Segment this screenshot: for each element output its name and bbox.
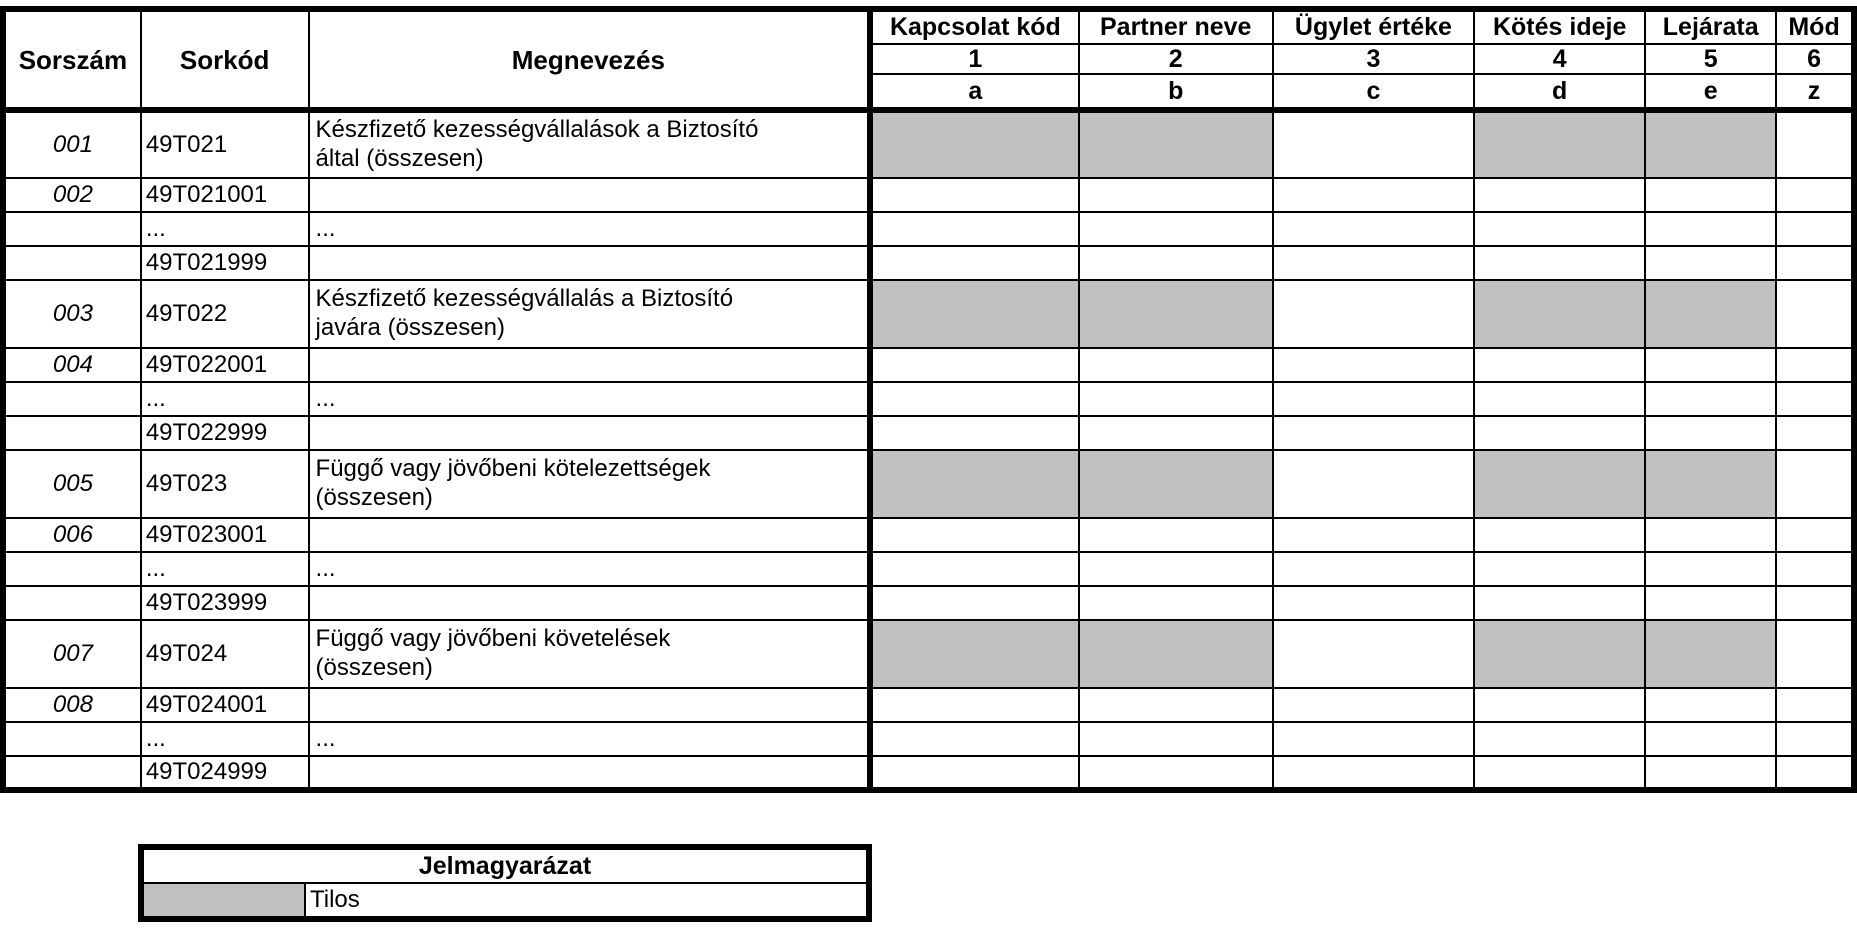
row-megnevezes — [309, 382, 871, 416]
data-cell — [1079, 348, 1273, 382]
data-cell — [870, 212, 1078, 246]
data-cell — [870, 518, 1078, 552]
row-sorkod: 49T022001 — [141, 348, 309, 382]
header-col-6-number: 6 — [1776, 44, 1854, 74]
header-col-6-letter: z — [1776, 74, 1854, 110]
row-megnevezes-line-1: Függő vagy jövőbeni követelések — [315, 625, 671, 653]
header-col-6-title: Mód — [1776, 9, 1854, 44]
header-sorkod: Sorkód — [141, 9, 309, 110]
header-megnevezes: Megnevezés — [309, 9, 871, 110]
row-megnevezes — [309, 212, 871, 246]
data-cell — [1474, 212, 1645, 246]
row-sorkod: 49T021 — [141, 110, 309, 178]
row-sorszam: 008 — [3, 688, 141, 722]
data-cell — [870, 382, 1078, 416]
data-table — [0, 6, 1857, 793]
data-cell — [1645, 348, 1776, 382]
row-megnevezes — [309, 450, 871, 518]
row-megnevezes — [309, 178, 871, 212]
table-row — [3, 212, 1854, 246]
data-cell — [1776, 688, 1854, 722]
forbidden-cell — [1474, 110, 1645, 178]
row-megnevezes-line-1: ... — [315, 214, 336, 242]
forbidden-cell — [1474, 280, 1645, 348]
data-cell — [1273, 246, 1474, 280]
row-megnevezes-line-2: (összesen) — [315, 484, 433, 511]
data-cell — [1273, 212, 1474, 246]
row-megnevezes — [309, 722, 871, 756]
data-cell — [1474, 178, 1645, 212]
data-cell — [1776, 348, 1854, 382]
forbidden-cell — [1645, 110, 1776, 178]
row-megnevezes-line-2: (összesen) — [315, 654, 433, 681]
row-sorszam — [3, 722, 141, 756]
table-row — [3, 620, 1854, 688]
row-megnevezes-line-1: ... — [315, 724, 336, 752]
data-cell — [1776, 416, 1854, 450]
table-row — [3, 382, 1854, 416]
data-cell — [1079, 552, 1273, 586]
row-megnevezes-line-1: Készfizető kezességvállalások a Biztosító — [315, 116, 759, 144]
table-row — [3, 178, 1854, 212]
header-col-2-title: Partner neve — [1079, 9, 1273, 44]
data-cell — [870, 348, 1078, 382]
forbidden-cell — [1645, 620, 1776, 688]
row-megnevezes — [309, 518, 871, 552]
row-sorkod: 49T022 — [141, 280, 309, 348]
data-cell — [1273, 416, 1474, 450]
row-sorszam — [3, 212, 141, 246]
data-cell — [870, 586, 1078, 620]
header-col-3-title: Ügylet értéke — [1273, 9, 1474, 44]
row-sorszam: 006 — [3, 518, 141, 552]
header-col-4-number: 4 — [1474, 44, 1645, 74]
table-row — [3, 552, 1854, 586]
data-cell — [1776, 110, 1854, 178]
table-row — [3, 450, 1854, 518]
header-col-1-number: 1 — [870, 44, 1078, 74]
data-cell — [1273, 756, 1474, 790]
forbidden-cell — [1079, 620, 1273, 688]
row-megnevezes — [309, 756, 871, 790]
data-cell — [1079, 722, 1273, 756]
data-cell — [1079, 518, 1273, 552]
row-sorkod: 49T023001 — [141, 518, 309, 552]
row-megnevezes — [309, 280, 871, 348]
data-cell — [1645, 586, 1776, 620]
header-col-4-title: Kötés ideje — [1474, 9, 1645, 44]
row-megnevezes-line-1: Készfizető kezességvállalás a Biztosító — [315, 285, 734, 313]
row-sorkod: 49T021999 — [141, 246, 309, 280]
row-sorkod: 49T023 — [141, 450, 309, 518]
data-cell — [1474, 552, 1645, 586]
data-cell — [1079, 688, 1273, 722]
data-cell — [1776, 756, 1854, 790]
row-megnevezes — [309, 110, 871, 178]
data-cell — [1645, 416, 1776, 450]
table-row — [3, 586, 1854, 620]
data-cell — [1474, 348, 1645, 382]
header-sorszam: Sorszám — [3, 9, 141, 110]
forbidden-cell — [1474, 620, 1645, 688]
data-cell — [870, 416, 1078, 450]
row-megnevezes-line-1: ... — [315, 554, 336, 582]
table-row — [3, 416, 1854, 450]
table-row — [3, 110, 1854, 178]
row-megnevezes — [309, 688, 871, 722]
row-sorszam — [3, 382, 141, 416]
forbidden-cell — [870, 280, 1078, 348]
table-row — [3, 280, 1854, 348]
row-sorszam: 007 — [3, 620, 141, 688]
forbidden-cell — [1645, 280, 1776, 348]
data-cell — [1645, 688, 1776, 722]
legend-swatch — [141, 883, 305, 919]
table-row — [3, 518, 1854, 552]
row-megnevezes-line-2: által (összesen) — [315, 145, 484, 172]
forbidden-cell — [1079, 280, 1273, 348]
data-cell — [1079, 586, 1273, 620]
data-cell — [1474, 246, 1645, 280]
data-cell — [1079, 756, 1273, 790]
data-cell — [1645, 246, 1776, 280]
row-sorkod: 49T024999 — [141, 756, 309, 790]
row-megnevezes-line-1: Függő vagy jövőbeni kötelezettségek — [315, 455, 711, 483]
row-sorszam — [3, 416, 141, 450]
table-row — [3, 246, 1854, 280]
row-megnevezes — [309, 348, 871, 382]
row-megnevezes — [309, 416, 871, 450]
data-cell — [1645, 518, 1776, 552]
data-cell — [1079, 382, 1273, 416]
row-sorkod: ... — [141, 382, 309, 416]
forbidden-cell — [870, 450, 1078, 518]
row-sorkod: 49T024001 — [141, 688, 309, 722]
data-cell — [1273, 348, 1474, 382]
row-sorszam: 002 — [3, 178, 141, 212]
legend-title: Jelmagyarázat — [141, 847, 869, 883]
row-megnevezes — [309, 246, 871, 280]
forbidden-cell — [870, 110, 1078, 178]
header-col-5-number: 5 — [1645, 44, 1776, 74]
forbidden-cell — [1079, 110, 1273, 178]
row-sorszam — [3, 552, 141, 586]
data-cell — [870, 688, 1078, 722]
data-cell — [1079, 178, 1273, 212]
data-cell — [1273, 382, 1474, 416]
row-sorkod: ... — [141, 722, 309, 756]
data-cell — [1645, 756, 1776, 790]
table-row — [3, 756, 1854, 790]
data-cell — [870, 178, 1078, 212]
row-sorszam — [3, 246, 141, 280]
table-row — [3, 348, 1854, 382]
header-col-1-letter: a — [870, 74, 1078, 110]
row-megnevezes — [309, 620, 871, 688]
data-cell — [1776, 450, 1854, 518]
data-cell — [1645, 212, 1776, 246]
row-sorkod: ... — [141, 212, 309, 246]
header-col-4-letter: d — [1474, 74, 1645, 110]
forbidden-cell — [1474, 450, 1645, 518]
data-cell — [1273, 518, 1474, 552]
data-cell — [1645, 382, 1776, 416]
header-col-5-title: Lejárata — [1645, 9, 1776, 44]
data-cell — [1273, 450, 1474, 518]
forbidden-cell — [870, 620, 1078, 688]
data-cell — [1776, 246, 1854, 280]
data-cell — [1273, 722, 1474, 756]
data-cell — [1776, 212, 1854, 246]
header-col-2-number: 2 — [1079, 44, 1273, 74]
data-cell — [1079, 246, 1273, 280]
data-cell — [1776, 518, 1854, 552]
data-cell — [1079, 212, 1273, 246]
data-cell — [1776, 722, 1854, 756]
row-sorszam: 005 — [3, 450, 141, 518]
data-cell — [1273, 620, 1474, 688]
data-cell — [1645, 552, 1776, 586]
data-cell — [870, 552, 1078, 586]
data-cell — [1474, 518, 1645, 552]
header-col-5-letter: e — [1645, 74, 1776, 110]
data-cell — [1474, 382, 1645, 416]
row-sorkod: 49T023999 — [141, 586, 309, 620]
row-sorszam: 003 — [3, 280, 141, 348]
data-cell — [1645, 178, 1776, 212]
data-cell — [1273, 280, 1474, 348]
row-sorkod: ... — [141, 552, 309, 586]
row-megnevezes — [309, 586, 871, 620]
data-cell — [1273, 178, 1474, 212]
header-col-3-letter: c — [1273, 74, 1474, 110]
forbidden-cell — [1079, 450, 1273, 518]
row-sorszam: 001 — [3, 110, 141, 178]
table-row — [3, 688, 1854, 722]
row-megnevezes — [309, 552, 871, 586]
data-cell — [1273, 688, 1474, 722]
row-megnevezes-line-1: ... — [315, 384, 336, 412]
data-cell — [1776, 382, 1854, 416]
forbidden-cell — [1645, 450, 1776, 518]
row-sorkod: 49T022999 — [141, 416, 309, 450]
data-cell — [1079, 416, 1273, 450]
row-sorszam: 004 — [3, 348, 141, 382]
data-cell — [1776, 620, 1854, 688]
table-body — [3, 110, 1854, 790]
row-sorkod: 49T024 — [141, 620, 309, 688]
header-col-3-number: 3 — [1273, 44, 1474, 74]
row-sorkod: 49T021001 — [141, 178, 309, 212]
data-cell — [1474, 756, 1645, 790]
header-col-1-title: Kapcsolat kód — [870, 9, 1078, 44]
row-sorszam — [3, 586, 141, 620]
data-cell — [1273, 552, 1474, 586]
data-cell — [1273, 110, 1474, 178]
data-cell — [1776, 586, 1854, 620]
data-cell — [1474, 416, 1645, 450]
data-cell — [870, 246, 1078, 280]
row-megnevezes-line-2: javára (összesen) — [315, 314, 505, 341]
data-cell — [1776, 178, 1854, 212]
data-cell — [1776, 280, 1854, 348]
data-cell — [1776, 552, 1854, 586]
row-sorszam — [3, 756, 141, 790]
data-cell — [1474, 688, 1645, 722]
header-col-2-letter: b — [1079, 74, 1273, 110]
legend-label: Tilos — [305, 883, 869, 919]
table-row — [3, 722, 1854, 756]
data-cell — [870, 722, 1078, 756]
data-cell — [1474, 722, 1645, 756]
legend-table — [138, 844, 872, 922]
data-cell — [1474, 586, 1645, 620]
data-cell — [870, 756, 1078, 790]
data-cell — [1645, 722, 1776, 756]
data-cell — [1273, 586, 1474, 620]
